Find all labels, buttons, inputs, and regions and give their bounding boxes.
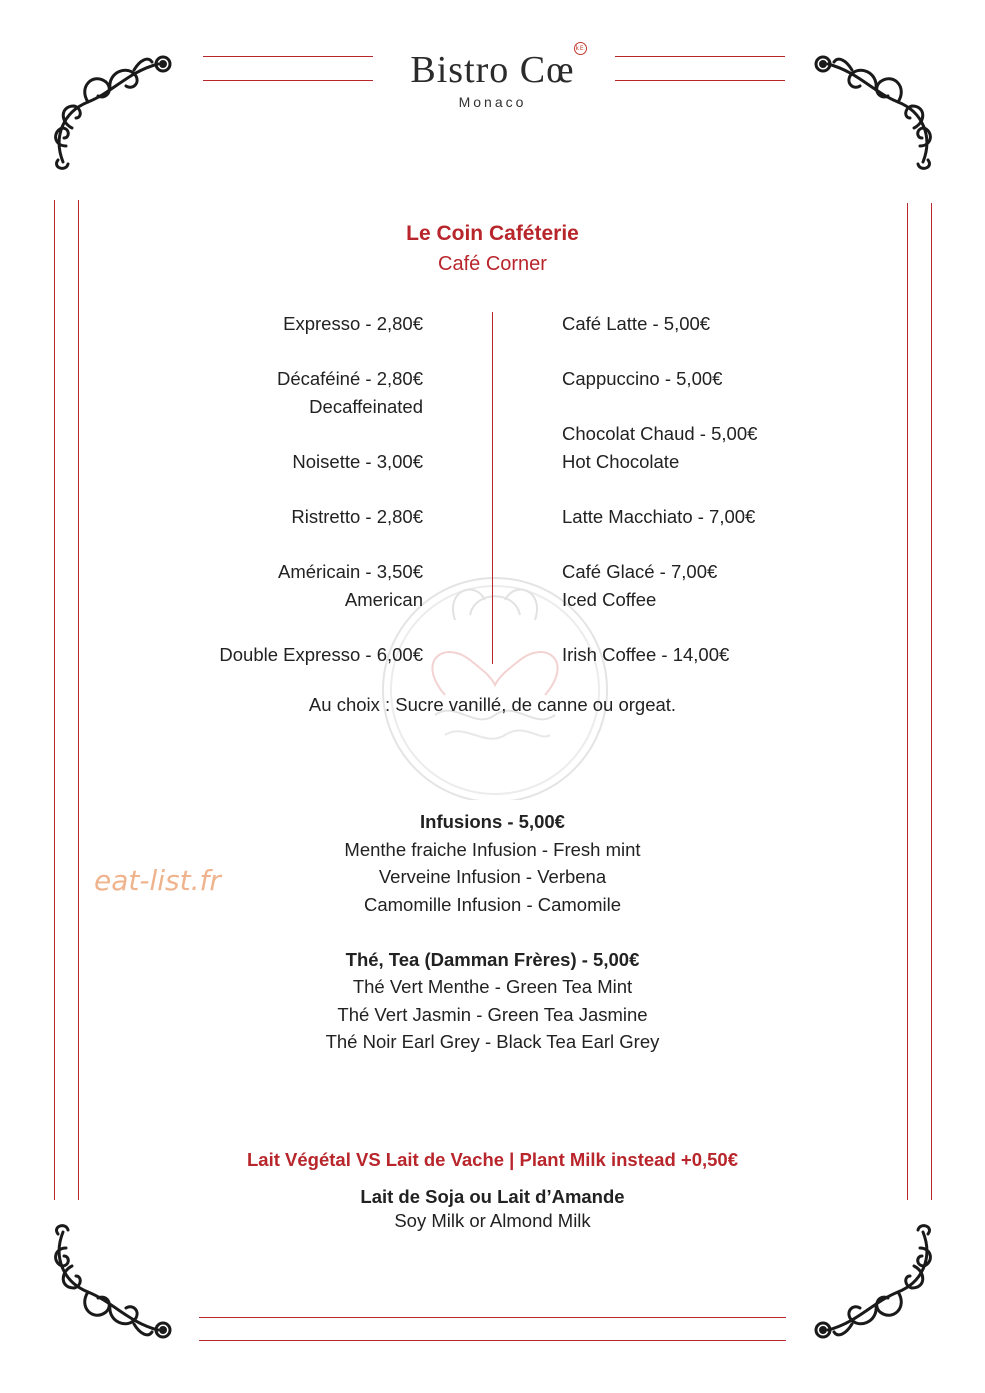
menu-item-name-price: Café Glacé - 7,00€ (562, 561, 718, 582)
tea-title: Thé, Tea (Damman Frères) - 5,00€ (345, 949, 640, 970)
menu-item-name-price: Café Latte - 5,00€ (562, 313, 711, 334)
infusion-item: Menthe fraiche Infusion - Fresh mint (344, 839, 641, 860)
menu-item-name-price: Chocolat Chaud - 5,00€ (562, 423, 758, 444)
menu-item (562, 310, 757, 338)
tea-item: Thé Vert Jasmin - Green Tea Jasmine (337, 1004, 648, 1025)
menu-item (219, 448, 423, 476)
corner-ornament-top-right-icon (808, 42, 938, 172)
corner-ornament-bottom-left-icon (48, 1222, 178, 1352)
menu-item-name-price: Double Expresso - 6,00€ (219, 644, 423, 665)
menu-column-divider (492, 312, 493, 664)
menu-item-name-price: Noisette - 3,00€ (292, 451, 423, 472)
menu-item (562, 365, 757, 393)
eat-list-watermark: eat-list.fr (94, 864, 221, 897)
menu-item-translation: Decaffeinated (309, 396, 423, 417)
menu-item (562, 558, 757, 614)
menu-item-name-price: Ristretto - 2,80€ (291, 506, 423, 527)
infusion-item: Camomille Infusion - Camomile (363, 894, 622, 915)
corner-ornament-top-left-icon (48, 42, 178, 172)
menu-item-translation: Hot Chocolate (562, 451, 680, 472)
menu-item-translation: Iced Coffee (562, 589, 657, 610)
infusion-item: Verveine Infusion - Verbena (378, 866, 607, 887)
menu-item (562, 420, 757, 476)
infusions-title: Infusions - 5,00€ (420, 811, 565, 832)
brand-badge: kE (574, 42, 587, 55)
tea-item: Thé Noir Earl Grey - Black Tea Earl Grey (325, 1031, 660, 1052)
brand-name (410, 45, 585, 92)
menu-item (562, 641, 757, 669)
menu-item-name-price: Américain - 3,50€ (278, 561, 423, 582)
menu-item-name-price: Cappuccino - 5,00€ (562, 368, 723, 389)
menu-item (562, 503, 757, 531)
menu-right-column (562, 310, 757, 696)
menu-item-name-price: Irish Coffee - 14,00€ (562, 644, 730, 665)
footer-rule-bottom (199, 1340, 786, 1341)
plant-milk-title: Lait Végétal VS Lait de Vache | Plant Milk instead +0,50€ (247, 1149, 738, 1170)
footer-rule-top (199, 1317, 786, 1318)
menu-item (219, 365, 423, 421)
corner-ornament-bottom-right-icon (808, 1222, 938, 1352)
brand-name-text: Bistro Cœ (410, 49, 575, 91)
menu-left-column (219, 310, 423, 696)
menu-item-translation: American (344, 589, 423, 610)
tea-item: Thé Vert Menthe - Green Tea Mint (352, 976, 633, 997)
menu-item-name-price: Expresso - 2,80€ (283, 313, 423, 334)
brand-city: Monaco (458, 94, 527, 110)
plant-milk-translation: Soy Milk or Almond Milk (394, 1210, 591, 1231)
plant-milk-options: Lait de Soja ou Lait d’Amande (360, 1186, 625, 1207)
menu-item-name-price: Décaféiné - 2,80€ (276, 368, 423, 389)
section-subtitle: Café Corner (438, 253, 547, 275)
section-title: Le Coin Caféterie (406, 222, 579, 245)
menu-item (219, 558, 423, 614)
menu-item (219, 310, 423, 338)
menu-item-name-price: Latte Macchiato - 7,00€ (562, 506, 756, 527)
menu-item (219, 503, 423, 531)
menu-item (219, 641, 423, 669)
choice-note: Au choix : Sucre vanillé, de canne ou orgeat. (308, 694, 677, 715)
